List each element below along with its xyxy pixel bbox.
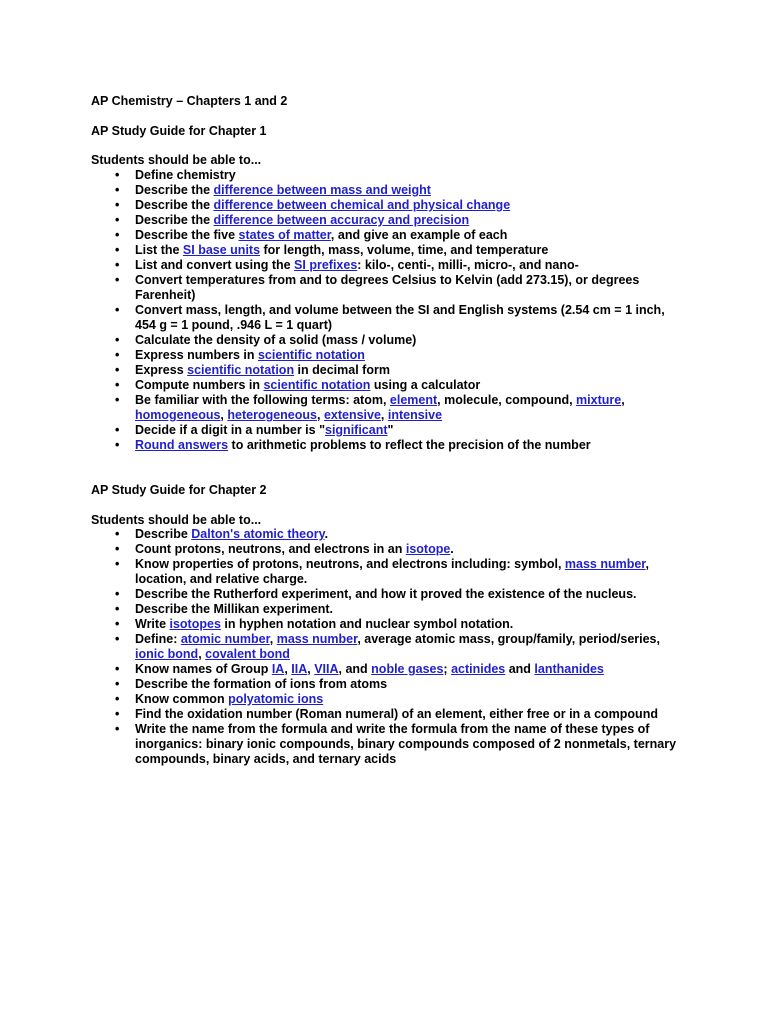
item-text: Find the oxidation number (Roman numeral) of an element, either free or in a compound: [135, 707, 658, 721]
item-text: Compute numbers in: [135, 378, 264, 392]
hyperlink[interactable]: difference between mass and weight: [213, 183, 431, 197]
hyperlink[interactable]: difference between chemical and physical change: [213, 198, 511, 212]
item-text: , and give an example of each: [330, 228, 508, 242]
item-text: and: [505, 662, 535, 676]
item-text: List the: [135, 243, 183, 257]
item-text: ,: [220, 408, 228, 422]
item-text: Write the name from the formula and write the formula from the name of these types of inorganics: binary ionic compounds, binary compounds composed of 2 nonmetals, ternary compounds, binary acids, and ternary acids: [135, 722, 677, 766]
item-text: Be familiar with the following terms: atom,: [135, 393, 390, 407]
hyperlink[interactable]: mass number: [276, 632, 358, 646]
list-item: [112, 333, 682, 348]
item-text: in hyphen notation and nuclear symbol notation.: [220, 617, 514, 631]
item-text: Describe the: [135, 198, 214, 212]
list-item: [112, 273, 682, 303]
chapter1-heading: AP Study Guide for Chapter 1: [91, 124, 267, 138]
list-item: [112, 602, 682, 617]
item-text: in decimal form: [294, 363, 390, 377]
item-text: Write: [135, 617, 170, 631]
item-text: ,: [198, 647, 206, 661]
hyperlink[interactable]: SI base units: [182, 243, 261, 257]
hyperlink[interactable]: states of matter: [238, 228, 331, 242]
list-item: [112, 393, 682, 423]
item-text: ,: [316, 408, 324, 422]
list-item: [112, 707, 682, 722]
item-text: Express: [135, 363, 188, 377]
item-text: Convert temperatures from and to degrees Celsius to Kelvin (add 273.15), or degrees Farenheit): [135, 273, 640, 302]
list-item: [112, 587, 682, 602]
hyperlink[interactable]: lanthanides: [534, 662, 604, 676]
list-item: [112, 662, 682, 677]
item-text: Describe the formation of ions from atoms: [135, 677, 388, 691]
item-text: for length, mass, volume, time, and temperature: [260, 243, 549, 257]
hyperlink[interactable]: IA: [271, 662, 285, 676]
list-item: [112, 557, 682, 587]
item-text: ,: [307, 662, 315, 676]
hyperlink[interactable]: isotopes: [169, 617, 221, 631]
hyperlink[interactable]: intensive: [387, 408, 443, 422]
list-item: [112, 632, 682, 662]
list-item: [112, 213, 682, 228]
list-item: [112, 348, 682, 363]
item-text: , and: [338, 662, 372, 676]
list-item: [112, 183, 682, 198]
item-text: Know common: [135, 692, 229, 706]
item-text: , location, and relative charge.: [135, 557, 649, 586]
hyperlink[interactable]: difference between accuracy and precision: [213, 213, 470, 227]
hyperlink[interactable]: atomic number: [180, 632, 270, 646]
item-text: Define chemistry: [135, 168, 236, 182]
item-text: ;: [443, 662, 452, 676]
list-item: [112, 168, 682, 183]
item-text: , average atomic mass, group/family, period/series,: [357, 632, 660, 646]
hyperlink[interactable]: SI prefixes: [294, 258, 358, 272]
item-text: List and convert using the: [135, 258, 295, 272]
list-item: [112, 243, 682, 258]
item-text: , molecule, compound,: [437, 393, 577, 407]
item-text: Describe the: [135, 183, 214, 197]
item-text: Decide if a digit in a number is ": [135, 423, 325, 437]
item-text: ,: [380, 408, 388, 422]
hyperlink[interactable]: actinides: [451, 662, 506, 676]
item-text: ,: [621, 393, 625, 407]
item-text: to arithmetic problems to reflect the precision of the number: [228, 438, 591, 452]
item-text: using a calculator: [370, 378, 481, 392]
item-text: Describe the: [135, 213, 214, 227]
hyperlink[interactable]: isotope: [405, 542, 451, 556]
item-text: : kilo-, centi-, milli-, micro-, and nano-: [357, 258, 579, 272]
hyperlink[interactable]: Dalton's atomic theory: [191, 527, 325, 541]
document-title: AP Chemistry – Chapters 1 and 2: [91, 94, 288, 108]
list-item: [112, 617, 682, 632]
hyperlink[interactable]: homogeneous: [135, 408, 221, 422]
hyperlink[interactable]: polyatomic ions: [228, 692, 324, 706]
list-item: [112, 228, 682, 243]
hyperlink[interactable]: covalent bond: [205, 647, 290, 661]
list-item: [112, 198, 682, 213]
item-text: ": [387, 423, 394, 437]
item-text: Express numbers in: [135, 348, 258, 362]
hyperlink[interactable]: extensive: [323, 408, 381, 422]
list-item: [112, 378, 682, 393]
chapter1-objectives-list: [112, 168, 682, 453]
chapter2-objectives-list: [112, 527, 682, 767]
list-item: [112, 363, 682, 378]
item-text: Convert mass, length, and volume between the SI and English systems (2.54 cm = 1 inch, 454 g = 1 pound, .946 L = 1 quart): [135, 303, 665, 332]
list-item: [112, 423, 682, 438]
hyperlink[interactable]: significant: [325, 423, 388, 437]
list-item: [112, 722, 682, 767]
item-text: Define:: [135, 632, 181, 646]
list-item: [112, 542, 682, 557]
item-text: Describe the five: [135, 228, 239, 242]
chapter2-heading: AP Study Guide for Chapter 2: [91, 483, 267, 497]
hyperlink[interactable]: heterogeneous: [227, 408, 317, 422]
item-text: Know names of Group: [135, 662, 272, 676]
item-text: .: [324, 527, 329, 541]
list-item: [112, 527, 682, 542]
list-item: [112, 438, 682, 453]
hyperlink[interactable]: element: [389, 393, 438, 407]
list-item: [112, 258, 682, 273]
item-text: Calculate the density of a solid (mass / volume): [135, 333, 417, 347]
item-text: Describe: [135, 527, 192, 541]
list-item: [112, 303, 682, 333]
hyperlink[interactable]: VIIA: [314, 662, 339, 676]
hyperlink[interactable]: scientific notation: [263, 378, 371, 392]
chapter1-intro: Students should be able to...: [91, 153, 262, 167]
item-text: .: [450, 542, 454, 556]
item-text: Count protons, neutrons, and electrons in an: [135, 542, 406, 556]
item-text: Describe the Rutherford experiment, and how it proved the existence of the nucleus.: [135, 587, 637, 601]
list-item: [112, 692, 682, 707]
hyperlink[interactable]: ionic bond: [135, 647, 199, 661]
hyperlink[interactable]: scientific notation: [257, 348, 365, 362]
hyperlink[interactable]: scientific notation: [187, 363, 295, 377]
hyperlink[interactable]: mass number: [564, 557, 646, 571]
item-text: Describe the Millikan experiment.: [135, 602, 333, 616]
hyperlink[interactable]: IIA: [291, 662, 308, 676]
item-text: ,: [284, 662, 292, 676]
item-text: ,: [269, 632, 277, 646]
list-item: [112, 677, 682, 692]
hyperlink[interactable]: noble gases: [371, 662, 444, 676]
item-text: Know properties of protons, neutrons, and electrons including: symbol,: [135, 557, 565, 571]
hyperlink[interactable]: mixture: [576, 393, 622, 407]
chapter2-intro: Students should be able to...: [91, 513, 262, 527]
hyperlink[interactable]: Round answers: [135, 438, 229, 452]
